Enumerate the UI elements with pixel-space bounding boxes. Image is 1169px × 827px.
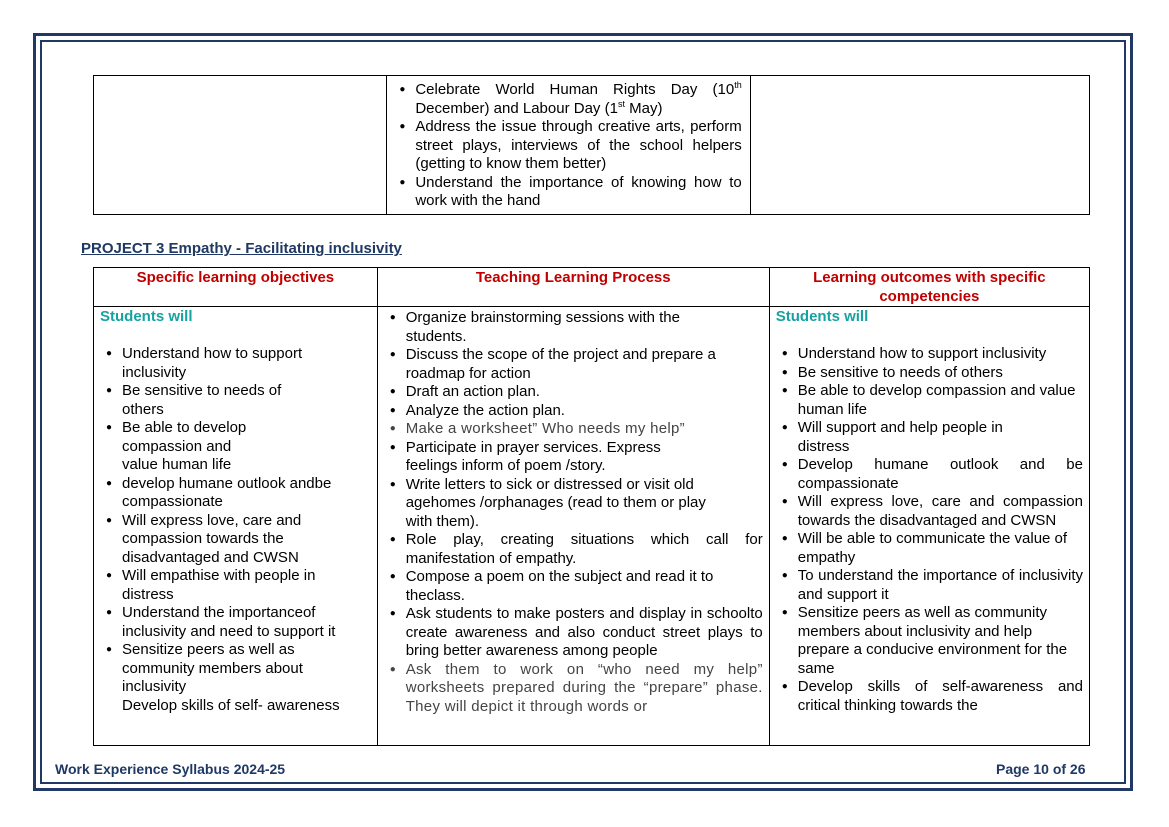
list-item: ● Understand how to support inclusivity [776, 345, 1083, 364]
list-item: ● Will express love, care and compassion towards the disadvantaged and CWSN [776, 493, 1083, 530]
continued-outcomes-cell [750, 76, 1089, 215]
list-item: ● Be able to develop compassion and value human life [776, 382, 1083, 419]
page-number: Page 10 of 26 [996, 761, 1086, 777]
list-item: ● Understand the importanceof inclusivity and need to support it [100, 604, 353, 641]
list-item: ● Ask students to make posters and display in schoolto create awareness and also conduct street plays to bring better awareness among people [384, 605, 763, 661]
list-item: ● Be able to develop compassion and value human life [100, 419, 353, 475]
list-item: ● Participate in prayer services. Express feelings inform of poem /story. [384, 439, 763, 476]
list-item: ● Understand how to support inclusivity [100, 345, 353, 382]
objectives-extra-line: Develop skills of self- awareness [122, 696, 340, 714]
objectives-cell [94, 307, 378, 746]
header-process: Teaching Learning Process [377, 268, 769, 307]
list-item: ● Will be able to communicate the value of empathy [776, 530, 1083, 567]
footer-title: Work Experience Syllabus 2024-25 [55, 761, 286, 777]
list-item: ● Discuss the scope of the project and prepare a roadmap for action [384, 346, 763, 383]
outcomes-cell [769, 307, 1089, 746]
project-table [93, 267, 1090, 746]
continued-objectives-cell [94, 76, 387, 215]
list-item: ● Make a worksheet” Who needs my help” [384, 420, 763, 439]
outcomes-intro: Students will [775, 308, 869, 325]
list-item: ● Address the issue through creative arts, perform street plays, interviews of the school helpers (getting to know them better) [393, 118, 741, 174]
list-item: ● Understand the importance of knowing how to work with the hand [393, 174, 741, 211]
list-item: ● Be sensitive to needs of others [776, 364, 1083, 383]
list-item: ● Compose a poem on the subject and read it to theclass. [384, 568, 763, 605]
list-item: ● Organize brainstorming sessions with the students. [384, 309, 763, 346]
list-item: ● Sensitize peers as well as community members about inclusivity and help prepare a conducive environment for the same [776, 604, 1083, 678]
continued-table [93, 75, 1090, 215]
list-item: ● Write letters to sick or distressed or visit old agehomes /orphanages (read to them or play with them). [384, 476, 763, 532]
list-item: ● Will express love, care and compassion towards the disadvantaged and CWSN [100, 512, 353, 568]
list-item: ● Develop humane outlook and be compassionate [776, 456, 1083, 493]
process-cell [377, 307, 769, 746]
list-item: ● Will empathise with people in distress [100, 567, 353, 604]
objectives-intro: Students will [100, 308, 193, 325]
list-item: ● Be sensitive to needs of others [100, 382, 353, 419]
list-item: ● Role play, creating situations which call for manifestation of empathy. [384, 531, 763, 568]
list-item: ● Analyze the action plan. [384, 402, 763, 421]
header-outcomes: Learning outcomes with specific competencies [769, 268, 1089, 307]
continued-process-cell [387, 76, 750, 215]
list-item: ● develop humane outlook andbe compassionate [100, 475, 353, 512]
list-item: ● Ask them to work on “who need my help” worksheets prepared during the “prepare” phase. They will depict it through words or [384, 661, 763, 717]
list-item: ● To understand the importance of inclusivity and support it [776, 567, 1083, 604]
list-item: ● Draft an action plan. [384, 383, 763, 402]
list-item: ● Develop skills of self-awareness and critical thinking towards the [776, 678, 1083, 715]
list-item: ● Will support and help people in distress [776, 419, 1083, 456]
list-item: ● Celebrate World Human Rights Day (10th December) and Labour Day (1st May) [393, 81, 741, 118]
header-objectives: Specific learning objectives [94, 268, 378, 307]
list-item: ● Sensitize peers as well as community members about inclusivity [100, 641, 353, 697]
project-title: PROJECT 3 Empathy - Facilitating inclusivity [81, 240, 402, 257]
